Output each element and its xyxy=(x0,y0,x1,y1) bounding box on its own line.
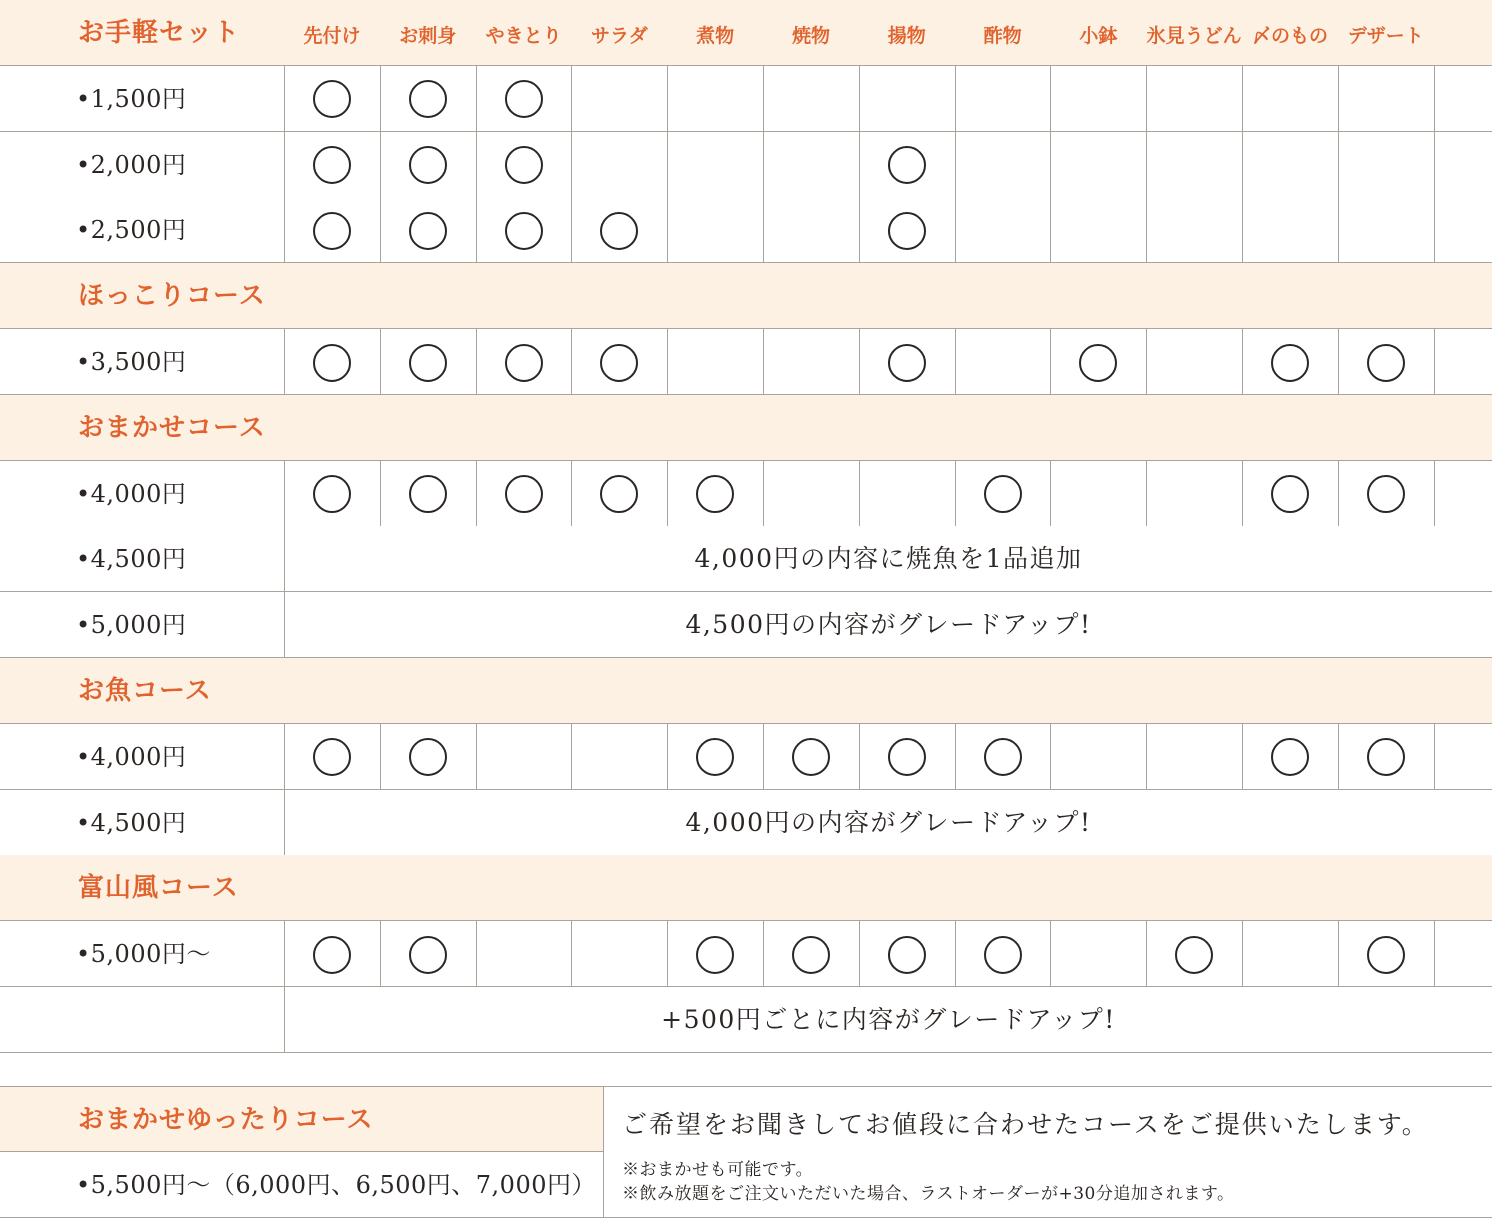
grid-cell xyxy=(763,461,858,526)
included-circle-icon xyxy=(888,738,926,776)
grid-cell xyxy=(284,66,379,131)
included-circle-icon xyxy=(984,738,1022,776)
included-circle-icon xyxy=(888,936,926,974)
grid-cell xyxy=(1146,66,1241,131)
grid-cell xyxy=(667,921,762,986)
included-circle-icon xyxy=(1367,738,1405,776)
included-circle-icon xyxy=(313,936,351,974)
included-circle-icon xyxy=(1367,344,1405,382)
included-circle-icon xyxy=(409,80,447,118)
price-row xyxy=(0,66,1492,132)
grid-cell xyxy=(1242,66,1337,131)
price-row xyxy=(0,921,1492,987)
grid-cell xyxy=(1338,66,1433,131)
yuttari-info xyxy=(603,1086,1492,1218)
grid-cell xyxy=(380,921,475,986)
grid-cell xyxy=(1434,724,1492,789)
section-header xyxy=(0,658,1492,724)
grid-cell xyxy=(1242,197,1337,262)
course-note: +500円ごとに内容がグレードアップ! xyxy=(284,987,1492,1052)
grid-cell xyxy=(476,66,571,131)
included-circle-icon xyxy=(1175,936,1213,974)
included-circle-icon xyxy=(409,212,447,250)
included-circle-icon xyxy=(313,146,351,184)
grid-cell xyxy=(1242,329,1337,394)
course-note: 4,000円の内容がグレードアップ! xyxy=(284,790,1492,855)
price-row xyxy=(0,592,1492,658)
grid-cell xyxy=(1242,461,1337,526)
grid-cell xyxy=(380,66,475,131)
included-circle-icon xyxy=(984,475,1022,513)
grid-cell xyxy=(667,724,762,789)
included-circle-icon xyxy=(888,146,926,184)
grid-cell xyxy=(667,461,762,526)
price-row xyxy=(0,461,1492,527)
grid-cell xyxy=(1146,461,1241,526)
grid-cell xyxy=(859,921,954,986)
section-title: おまかせコース xyxy=(78,412,266,443)
grid-cell xyxy=(1338,461,1433,526)
grid-cell xyxy=(1338,329,1433,394)
yuttari-note-2: ※飲み放題をご注文いただいた場合、ラストオーダーが+30分追加されます。 xyxy=(622,1184,1235,1204)
price-row xyxy=(0,790,1492,856)
price-label: •3,500円 xyxy=(76,348,187,376)
included-circle-icon xyxy=(1367,475,1405,513)
grid-cell xyxy=(380,132,475,197)
price-row xyxy=(0,132,1492,198)
yuttari-note-1: ※おまかせも可能です。 xyxy=(622,1160,814,1180)
included-circle-icon xyxy=(888,344,926,382)
grid-cell xyxy=(571,197,666,262)
included-circle-icon xyxy=(600,212,638,250)
grid-cell xyxy=(476,197,571,262)
grid-cell xyxy=(284,329,379,394)
grid-cell xyxy=(571,921,666,986)
grid-cell xyxy=(380,329,475,394)
included-circle-icon xyxy=(313,212,351,250)
grid-cell xyxy=(284,461,379,526)
grid-cell xyxy=(1434,921,1492,986)
grid-cell xyxy=(1338,132,1433,197)
grid-cell xyxy=(1434,461,1492,526)
grid-cell xyxy=(1050,724,1145,789)
grid-cell xyxy=(1050,132,1145,197)
column-header: 〆のもの xyxy=(1251,25,1328,47)
grid-cell xyxy=(1434,132,1492,197)
column-header: お刺身 xyxy=(399,25,457,47)
grid-cell xyxy=(284,921,379,986)
included-circle-icon xyxy=(313,475,351,513)
grid-cell xyxy=(380,724,475,789)
column-header: 酢物 xyxy=(983,25,1022,47)
included-circle-icon xyxy=(1367,936,1405,974)
grid-cell xyxy=(955,329,1050,394)
grid-cell xyxy=(1050,329,1145,394)
included-circle-icon xyxy=(409,475,447,513)
column-header: サラダ xyxy=(590,25,648,47)
included-circle-icon xyxy=(600,475,638,513)
column-header: 焼物 xyxy=(791,25,830,47)
price-label: •5,000円 xyxy=(76,611,187,640)
grid-cell xyxy=(284,197,379,262)
grid-cell xyxy=(859,724,954,789)
price-label: •2,500円 xyxy=(76,216,187,245)
section-title: ほっこりコース xyxy=(78,281,266,312)
column-header: 煮物 xyxy=(696,25,735,47)
grid-cell xyxy=(763,197,858,262)
included-circle-icon xyxy=(409,146,447,184)
section-title: お魚コース xyxy=(78,676,212,706)
yuttari-title-cell xyxy=(0,1086,603,1152)
yuttari-title: おまかせゆったりコース xyxy=(78,1105,374,1135)
grid-cell xyxy=(1242,724,1337,789)
grid-cell xyxy=(476,329,571,394)
grid-cell xyxy=(859,197,954,262)
price-label: •5,000円〜 xyxy=(76,940,211,969)
section-header xyxy=(0,395,1492,461)
grid-cell xyxy=(859,132,954,197)
grid-cell xyxy=(284,724,379,789)
grid-cell xyxy=(859,461,954,526)
included-circle-icon xyxy=(1271,344,1309,382)
grid-cell xyxy=(763,921,858,986)
included-circle-icon xyxy=(505,344,543,382)
included-circle-icon xyxy=(696,936,734,974)
grid-cell xyxy=(1242,921,1337,986)
grid-cell xyxy=(571,329,666,394)
grid-cell xyxy=(763,329,858,394)
course-note: 4,000円の内容に焼魚を1品追加 xyxy=(284,526,1492,591)
grid-cell xyxy=(476,461,571,526)
grid-cell xyxy=(1050,66,1145,131)
grid-cell xyxy=(380,197,475,262)
grid-cell xyxy=(667,197,762,262)
included-circle-icon xyxy=(1271,475,1309,513)
grid-cell xyxy=(571,66,666,131)
included-circle-icon xyxy=(888,212,926,250)
grid-cell xyxy=(571,724,666,789)
grid-cell xyxy=(1338,724,1433,789)
price-row xyxy=(0,724,1492,790)
column-header: 揚物 xyxy=(887,25,926,47)
grid-cell xyxy=(1338,921,1433,986)
price-row xyxy=(0,526,1492,592)
price-label: •2,000円 xyxy=(76,150,187,179)
grid-cell xyxy=(1338,197,1433,262)
yuttari-price-cell xyxy=(0,1152,603,1218)
included-circle-icon xyxy=(505,475,543,513)
grid-cell xyxy=(1146,921,1241,986)
grid-cell xyxy=(571,132,666,197)
grid-cell xyxy=(859,329,954,394)
grid-cell xyxy=(1434,66,1492,131)
included-circle-icon xyxy=(505,80,543,118)
grid-cell xyxy=(859,66,954,131)
grid-cell xyxy=(955,66,1050,131)
grid-cell xyxy=(476,132,571,197)
grid-cell xyxy=(476,724,571,789)
included-circle-icon xyxy=(1079,344,1117,382)
price-label: •4,500円 xyxy=(76,545,187,574)
grid-cell xyxy=(955,724,1050,789)
included-circle-icon xyxy=(505,212,543,250)
section-header xyxy=(0,0,1492,66)
price-row xyxy=(0,987,1492,1053)
price-label: •4,000円 xyxy=(76,479,187,508)
price-label: •1,500円 xyxy=(76,84,187,113)
grid-cell xyxy=(380,461,475,526)
included-circle-icon xyxy=(313,80,351,118)
grid-cell xyxy=(955,197,1050,262)
grid-cell xyxy=(667,66,762,131)
section-title: お手軽セット xyxy=(78,18,241,48)
grid-cell xyxy=(667,329,762,394)
grid-cell xyxy=(1434,197,1492,262)
column-header: 先付け xyxy=(303,25,361,47)
included-circle-icon xyxy=(409,738,447,776)
grid-cell xyxy=(1050,197,1145,262)
included-circle-icon xyxy=(313,738,351,776)
grid-cell xyxy=(763,132,858,197)
grid-cell xyxy=(284,132,379,197)
grid-cell xyxy=(1434,329,1492,394)
included-circle-icon xyxy=(696,475,734,513)
grid-cell xyxy=(667,132,762,197)
included-circle-icon xyxy=(792,936,830,974)
included-circle-icon xyxy=(409,344,447,382)
included-circle-icon xyxy=(313,344,351,382)
grid-cell xyxy=(955,132,1050,197)
yuttari-message: ご希望をお聞きしてお値段に合わせたコースをご提供いたします。 xyxy=(622,1110,1429,1139)
grid-cell xyxy=(1146,724,1241,789)
included-circle-icon xyxy=(409,936,447,974)
section-header xyxy=(0,855,1492,921)
section-header xyxy=(0,263,1492,329)
column-header: 氷見うどん xyxy=(1146,25,1242,47)
included-circle-icon xyxy=(600,344,638,382)
column-header: 小鉢 xyxy=(1079,25,1118,47)
grid-cell xyxy=(1146,329,1241,394)
grid-cell xyxy=(1050,921,1145,986)
grid-cell xyxy=(955,461,1050,526)
included-circle-icon xyxy=(505,146,543,184)
included-circle-icon xyxy=(984,936,1022,974)
grid-cell xyxy=(1146,197,1241,262)
grid-cell xyxy=(1242,132,1337,197)
grid-cell xyxy=(763,724,858,789)
included-circle-icon xyxy=(1271,738,1309,776)
yuttari-course xyxy=(0,1086,1492,1219)
included-circle-icon xyxy=(696,738,734,776)
column-header: やきとり xyxy=(485,25,562,47)
included-circle-icon xyxy=(792,738,830,776)
grid-cell xyxy=(1146,132,1241,197)
price-label: •4,500円 xyxy=(76,808,187,837)
grid-cell xyxy=(955,921,1050,986)
grid-cell xyxy=(1050,461,1145,526)
section-title: 富山風コース xyxy=(78,873,239,904)
price-row xyxy=(0,329,1492,395)
yuttari-price: •5,500円〜（6,000円、6,500円、7,000円） xyxy=(76,1171,596,1199)
price-label: •4,000円 xyxy=(76,742,187,771)
column-header: デザート xyxy=(1347,25,1424,47)
price-row xyxy=(0,197,1492,263)
grid-cell xyxy=(763,66,858,131)
grid-cell xyxy=(571,461,666,526)
grid-cell xyxy=(476,921,571,986)
course-note: 4,500円の内容がグレードアップ! xyxy=(284,592,1492,657)
